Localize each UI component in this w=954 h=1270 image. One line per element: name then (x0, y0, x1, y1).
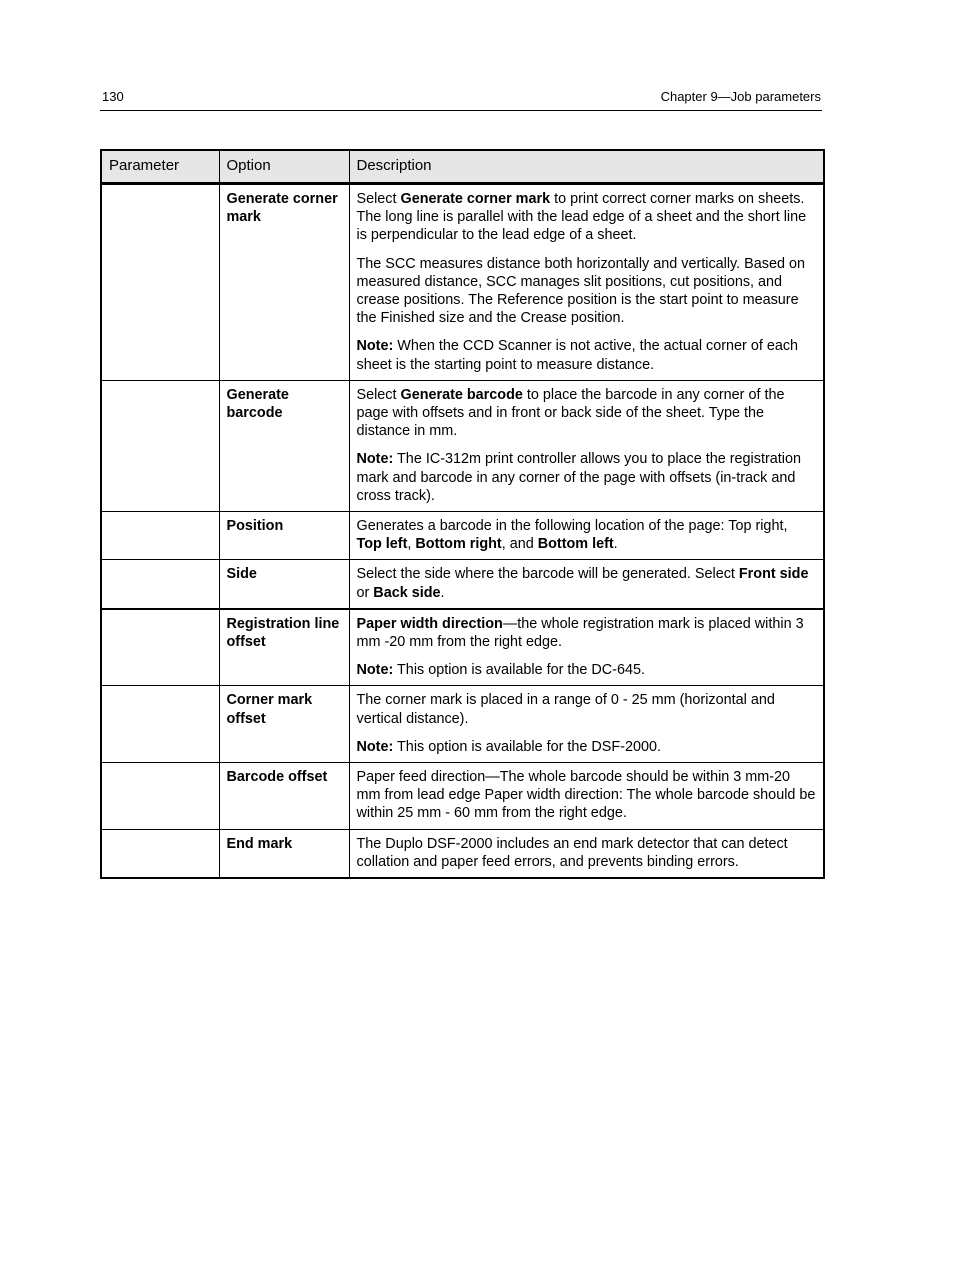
option-cell: Generate barcode (219, 380, 349, 511)
parameter-cell (101, 686, 219, 763)
description-paragraph: Note: When the CCD Scanner is not active, the actual corner of each sheet is the starting point to measure distance. (356, 338, 799, 373)
table-row (101, 686, 824, 763)
description-paragraph: The Duplo DSF-2000 includes an end mark detector that can detect collation and paper feed errors, and prevents binding errors. (356, 835, 788, 870)
description-paragraph: The corner mark is placed in a range of 0 - 25 mm (horizontal and vertical distance). (356, 692, 775, 727)
column-header-option: Option (219, 150, 349, 184)
parameter-cell (101, 829, 219, 878)
description-paragraph: Paper feed direction—The whole barcode should be within 3 mm-20 mm from lead edge Paper width direction: The whole barcode should be within 25 mm - 60 mm from the right edge. (356, 769, 816, 822)
parameter-cell (101, 512, 219, 560)
parameter-cell (101, 380, 219, 511)
job-parameters-table (100, 149, 825, 879)
option-cell: Side (219, 560, 349, 609)
table-row (101, 380, 824, 511)
table-row (101, 763, 824, 830)
description-cell (349, 184, 824, 381)
option-cell: Position (219, 512, 349, 560)
option-cell: Corner mark offset (219, 686, 349, 763)
description-paragraph: Select Generate corner mark to print correct corner marks on sheets. The long line is parallel with the lead edge of a sheet and the short line is perpendicular to the lead edge of a sheet. (356, 191, 807, 244)
chapter-title: Chapter 9—Job parameters (660, 89, 821, 104)
description-paragraph: Select Generate barcode to place the barcode in any corner of the page with offsets and in front or back side of the sheet. Type the distance in mm. (356, 386, 785, 440)
description-paragraph: Note: This option is available for the DSF-2000. (356, 738, 661, 755)
table-row (101, 609, 824, 686)
description-cell (349, 686, 824, 763)
description-cell (349, 512, 824, 560)
table-row (101, 829, 824, 878)
description-cell (349, 829, 824, 878)
option-cell: Generate corner mark (219, 184, 349, 381)
option-cell: End mark (219, 829, 349, 878)
option-cell: Registration line offset (219, 609, 349, 686)
column-header-description: Description (349, 150, 824, 184)
table-row (101, 512, 824, 560)
parameter-cell (101, 184, 219, 381)
parameter-cell (101, 763, 219, 830)
description-paragraph: Generates a barcode in the following location of the page: Top right, Top left, Bottom right, and Bottom left. (356, 518, 788, 553)
parameter-cell (101, 609, 219, 686)
description-paragraph: Select the side where the barcode will be generated. Select Front side or Back side. (356, 566, 809, 601)
page-number: 130 (102, 89, 124, 104)
option-cell: Barcode offset (219, 763, 349, 830)
page-header (100, 88, 822, 111)
column-header-parameter: Parameter (101, 150, 219, 184)
parameter-cell (101, 560, 219, 609)
description-cell (349, 609, 824, 686)
description-cell (349, 763, 824, 830)
description-cell (349, 560, 824, 609)
description-paragraph: Note: The IC-312m print controller allows you to place the registration mark and barcode in any corner of the page with offsets (in-track and cross track). (356, 451, 801, 504)
table-row (101, 560, 824, 609)
description-paragraph: Paper width direction—the whole registration mark is placed within 3 mm -20 mm from the right edge. (356, 615, 804, 651)
table-header-row (101, 150, 824, 184)
description-paragraph: Note: This option is available for the DC-645. (356, 662, 645, 679)
table-row (101, 184, 824, 381)
description-cell (349, 380, 824, 511)
table-body (101, 184, 824, 879)
description-paragraph: The SCC measures distance both horizontally and vertically. Based on measured distance, SCC manages slit positions, cut positions, and crease positions. The Reference position is the start point to measure the Finished size and the Crease position. (356, 255, 805, 327)
